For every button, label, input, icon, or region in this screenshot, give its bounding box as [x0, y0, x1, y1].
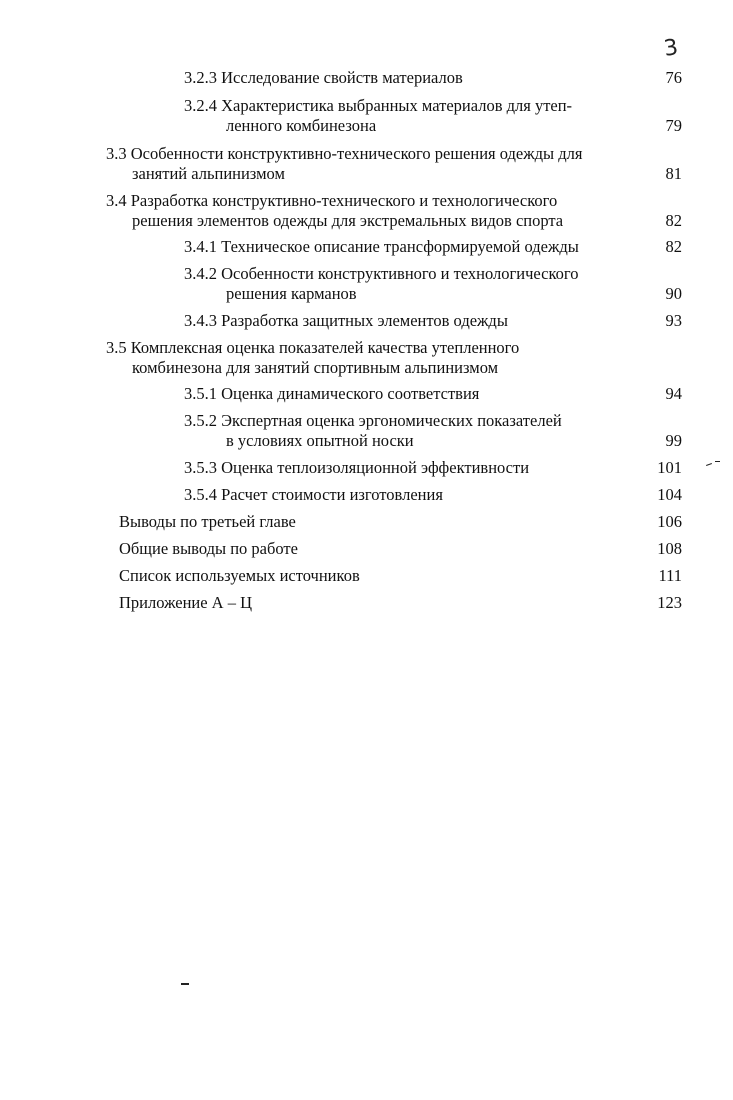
toc-entry-3-4-3: 3.4.3 Разработка защитных элементов одежды — [184, 311, 508, 330]
toc-entry-appendix: Приложение А – Ц — [119, 593, 253, 612]
toc-page-3-2-3: 76 — [665, 68, 682, 87]
scan-mark — [181, 983, 189, 985]
toc-page-3-4-1: 82 — [665, 237, 682, 256]
toc-entry-chapter3-conclusions: Выводы по третьей главе — [119, 512, 296, 531]
toc-entry-3-5: 3.5 Комплексная оценка показателей качества утепленного — [106, 338, 520, 357]
toc-page-3-5-3: 101 — [657, 458, 682, 477]
toc-page-3-4-2: 90 — [665, 284, 682, 303]
toc-page-3-2-4: 79 — [665, 116, 682, 135]
toc-entry-3-4: 3.4 Разработка конструктивно-технического и технологического — [106, 191, 558, 210]
toc-page-appendix: 123 — [657, 593, 682, 612]
toc-entry-3-3-cont: занятий альпинизмом — [132, 164, 285, 183]
scan-mark — [715, 461, 720, 462]
toc-entry-3-4-2-cont: решения карманов — [226, 284, 357, 303]
toc-entry-3-5-1: 3.5.1 Оценка динамического соответствия — [184, 384, 480, 403]
toc-page-3-3: 81 — [665, 164, 682, 183]
toc-entry-3-5-cont: комбинезона для занятий спортивным альпинизмом — [132, 358, 499, 377]
toc-entry-general-conclusions: Общие выводы по работе — [119, 539, 298, 558]
toc-page-chapter3-conclusions: 106 — [657, 512, 682, 531]
toc-entry-3-4-1: 3.4.1 Техническое описание трансформируемой одежды — [184, 237, 579, 256]
toc-page-general-conclusions: 108 — [657, 539, 682, 558]
toc-entry-3-3: 3.3 Особенности конструктивно-технического решения одежды для — [106, 144, 583, 163]
toc-page-3-5-4: 104 — [657, 485, 682, 504]
toc-entry-3-2-4-cont: ленного комбинезона — [226, 116, 377, 135]
toc-page-3-4-3: 93 — [665, 311, 682, 330]
toc-entry-3-5-4: 3.5.4 Расчет стоимости изготовления — [184, 485, 443, 504]
toc-page-3-5-1: 94 — [665, 384, 682, 403]
toc-entry-3-4-cont: решения элементов одежды для экстремальных видов спорта — [132, 211, 564, 230]
toc-entry-3-5-2-cont: в условиях опытной носки — [226, 431, 414, 450]
toc-entry-3-2-4: 3.2.4 Характеристика выбранных материалов для утеп- — [184, 96, 573, 115]
toc-page-3-5-2: 99 — [665, 431, 682, 450]
handwritten-page-number: 3 — [662, 35, 680, 62]
toc-page-references: 111 — [658, 566, 682, 585]
toc-entry-3-4-2: 3.4.2 Особенности конструктивного и технологического — [184, 264, 579, 283]
toc-entry-3-5-3: 3.5.3 Оценка теплоизоляционной эффективности — [184, 458, 530, 477]
toc-entry-3-2-3: 3.2.3 Исследование свойств материалов — [184, 68, 463, 87]
toc-entry-3-5-2: 3.5.2 Экспертная оценка эргономических показателей — [184, 411, 562, 430]
toc-page-3-4: 82 — [665, 211, 682, 230]
toc-entry-references: Список используемых источников — [119, 566, 360, 585]
